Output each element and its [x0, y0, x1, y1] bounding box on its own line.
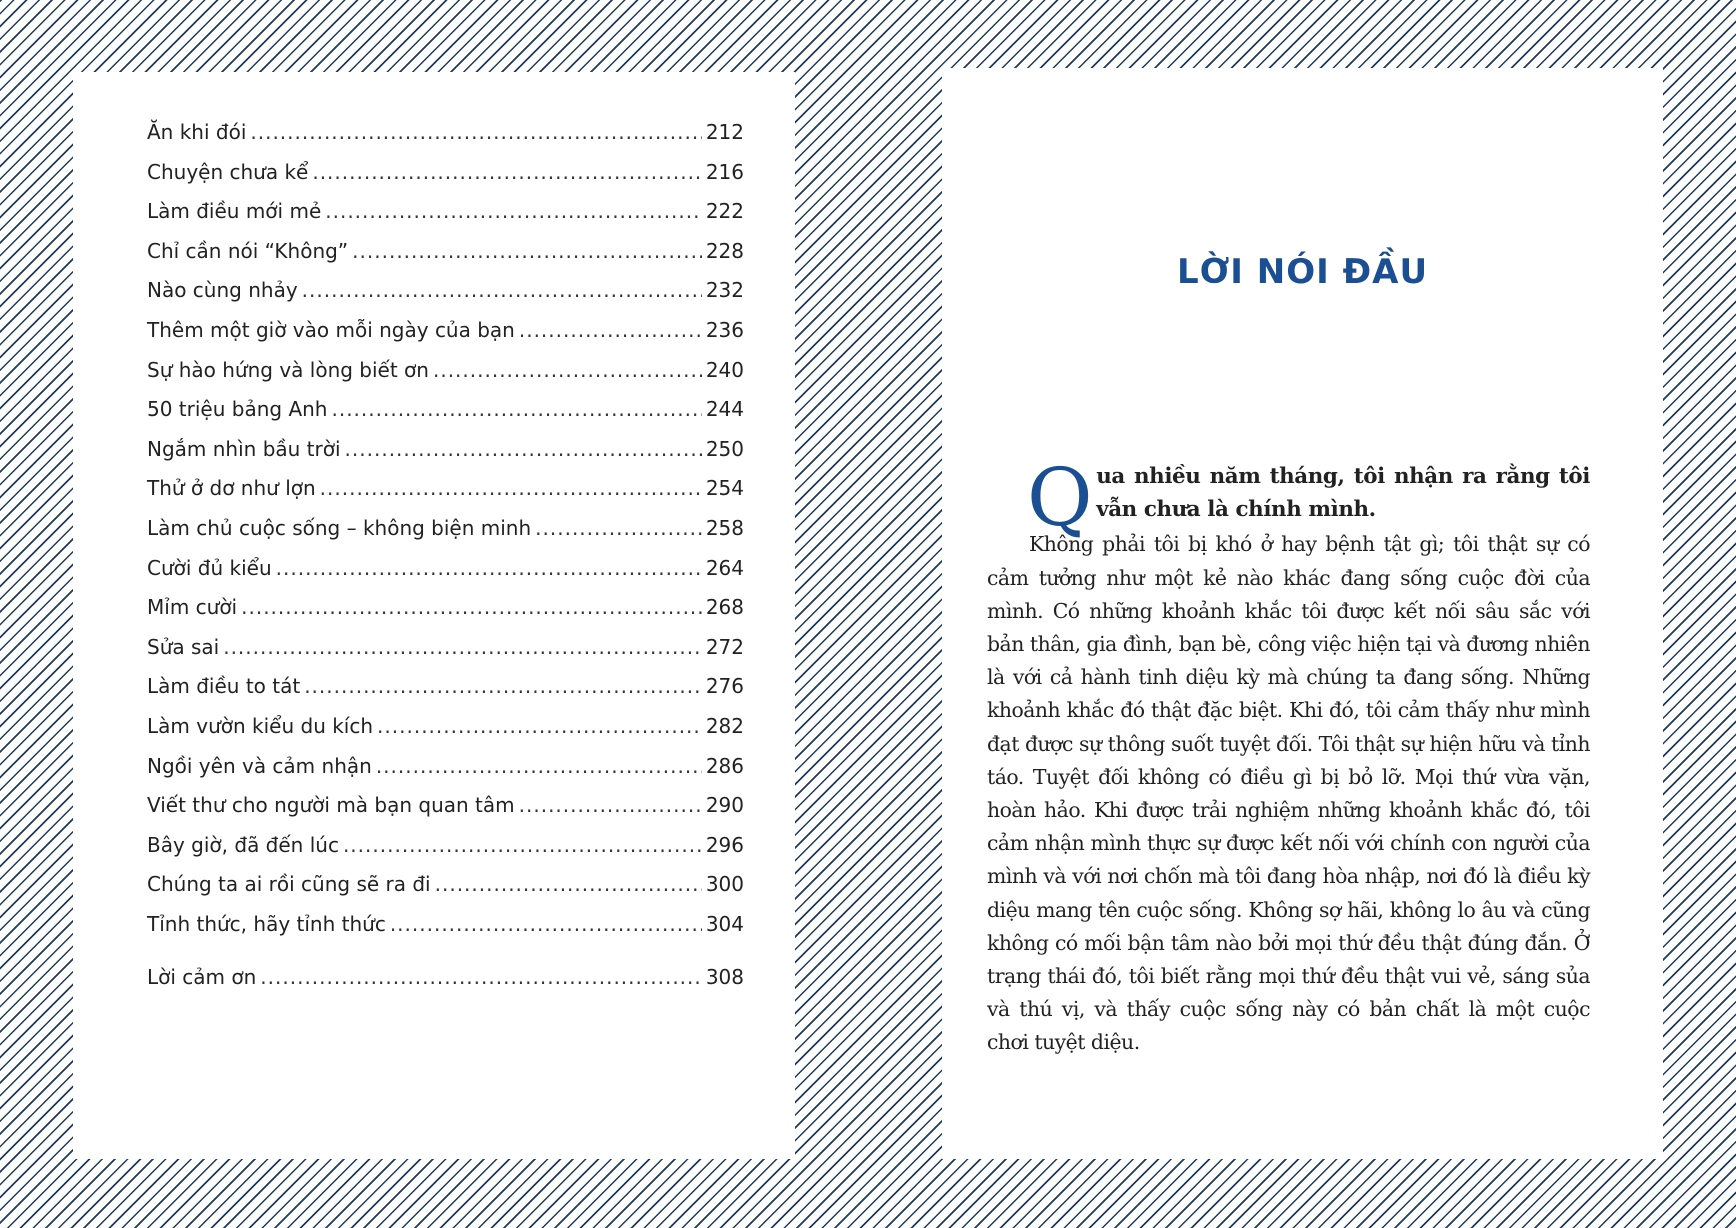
toc-entry-title: Ngắm nhìn bầu trời — [147, 436, 341, 461]
toc-leader-dots — [343, 833, 702, 857]
toc-entry — [147, 872, 744, 912]
toc-leader-dots — [320, 476, 702, 500]
toc-page-number: 236 — [705, 317, 744, 342]
lead-text: ua nhiều năm tháng, tôi nhận ra rằng tôi vẫn chưa là chính mình. — [1096, 464, 1590, 523]
toc-entry — [147, 397, 744, 437]
toc-page-number: 250 — [705, 436, 744, 461]
toc-page-number: 300 — [705, 872, 744, 897]
toc-entry — [147, 793, 744, 833]
body-paragraph: Không phải tôi bị khó ở hay bệnh tật gì; tôi thật sự có cảm tưởng như một kẻ nào khác đang sống cuộc đời của mình. Có những khoảnh khắc tôi được kết nối sâu sắc với bản thân, gia đình, bạn bè, công việc hiện tại và đương nhiên là với cả hành tinh diệu kỳ mà chúng ta đang sống. Những khoảnh khắc đó thật đặc biệt. Khi đó, tôi cảm thấy như mình đạt được sự thông suốt tuyệt đối. Tôi thật sự hiện hữu và tỉnh táo. Tuyệt đối không có điều gì bị bỏ lỡ. Mọi thứ vừa vặn, hoàn hảo. Khi được trải nghiệm những khoảnh khắc đó, tôi cảm nhận mình thực sự được kết nối với chính con người của mình và với nơi chốn mà tôi đang hòa nhập, nơi đó là điều kỳ diệu mang tên cuộc sống. Không sợ hãi, không lo âu và cũng không có mối bận tâm nào bởi mọi thứ đều thật đúng đắn. Ở trạng thái đó, tôi biết rằng mọi thứ đều thật vui vẻ, sáng sủa và thú vị, và thấy cuộc sống này có bản chất là một cuộc chơi tuyệt diệu. — [987, 532, 1590, 1055]
toc-entry-title: Làm điều mới mẻ — [147, 199, 322, 224]
toc-leader-dots — [276, 556, 702, 580]
toc-leader-dots — [331, 397, 701, 421]
toc-leader-dots — [390, 912, 702, 936]
right-page — [942, 68, 1663, 1159]
toc-leader-dots — [241, 595, 702, 619]
toc-entry-title: Chuyện chưa kể — [147, 159, 309, 184]
toc-page-number: 228 — [705, 238, 744, 263]
toc-entry — [147, 358, 744, 398]
toc-entry-title: Bây giờ, đã đến lúc — [147, 832, 339, 857]
toc-leader-dots — [250, 120, 701, 144]
toc-entry — [147, 199, 744, 239]
toc-entry-title: Viết thư cho người mà bạn quan tâm — [147, 793, 515, 818]
table-of-contents — [147, 120, 744, 1005]
toc-entry — [147, 912, 744, 952]
toc-leader-dots — [433, 358, 702, 382]
toc-entry — [147, 476, 744, 516]
toc-page-number: 282 — [705, 713, 744, 738]
preface-body — [987, 451, 1590, 1060]
toc-page-number: 222 — [705, 199, 744, 224]
toc-entry — [147, 239, 744, 279]
toc-entry-title: Lời cảm ơn — [147, 965, 257, 990]
toc-leader-dots — [435, 872, 702, 896]
toc-leader-dots — [377, 714, 702, 738]
toc-entry-title: Chỉ cần nói “Không” — [147, 238, 349, 263]
toc-leader-dots — [519, 318, 702, 342]
left-page — [73, 72, 795, 1159]
toc-leader-dots — [223, 635, 702, 659]
toc-page-number: 290 — [705, 793, 744, 818]
toc-entry-title: Tỉnh thức, hãy tỉnh thức — [147, 911, 386, 936]
toc-entry-title: Thêm một giờ vào mỗi ngày của bạn — [147, 317, 515, 342]
toc-entry — [147, 674, 744, 714]
toc-page-number: 276 — [705, 674, 744, 699]
toc-leader-dots — [312, 160, 701, 184]
toc-entry-title: Làm vườn kiểu du kích — [147, 713, 374, 738]
toc-leader-dots — [519, 793, 702, 817]
toc-entry — [147, 437, 744, 477]
toc-entry — [147, 965, 744, 1005]
toc-page-number: 216 — [705, 159, 744, 184]
toc-page-number: 258 — [705, 515, 744, 540]
toc-page-number: 268 — [705, 595, 744, 620]
toc-entry — [147, 516, 744, 556]
toc-entry-title: Làm chủ cuộc sống – không biện minh — [147, 515, 532, 540]
toc-entry — [147, 556, 744, 596]
toc-entry — [147, 160, 744, 200]
toc-leader-dots — [535, 516, 702, 540]
toc-entry — [147, 318, 744, 358]
toc-entry-title: Mỉm cười — [147, 595, 238, 620]
toc-leader-dots — [302, 278, 702, 302]
toc-page-number: 304 — [705, 911, 744, 936]
toc-entry-title: Chúng ta ai rồi cũng sẽ ra đi — [147, 872, 431, 897]
toc-leader-dots — [260, 965, 702, 989]
chapter-heading: LỜI NÓI ĐẦU — [1176, 252, 1429, 292]
toc-entry-title: Sự hào hứng và lòng biết ơn — [147, 357, 429, 382]
toc-entry — [147, 278, 744, 318]
toc-entry-title: Ngồi yên và cảm nhận — [147, 753, 372, 778]
toc-page-number: 212 — [705, 120, 744, 144]
drop-cap: Q — [1027, 451, 1093, 544]
toc-page-number: 264 — [705, 555, 744, 580]
toc-entry-title: Cười đủ kiểu — [147, 555, 272, 580]
toc-leader-dots — [325, 199, 702, 223]
toc-entry-title: Ăn khi đói — [147, 120, 247, 144]
toc-entry-title: Làm điều to tát — [147, 674, 301, 699]
toc-leader-dots — [304, 674, 702, 698]
toc-entry — [147, 754, 744, 794]
toc-entry — [147, 120, 744, 160]
toc-entry — [147, 833, 744, 873]
toc-page-number: 240 — [705, 357, 744, 382]
toc-entry — [147, 635, 744, 675]
toc-entry-title: Sửa sai — [147, 634, 220, 659]
toc-page-number: 254 — [705, 476, 744, 501]
toc-leader-dots — [345, 437, 702, 461]
toc-entry — [147, 595, 744, 635]
toc-page-number: 272 — [705, 634, 744, 659]
lead-paragraph — [987, 451, 1590, 544]
toc-page-number: 308 — [705, 965, 744, 990]
toc-page-number: 244 — [705, 397, 744, 422]
toc-page-number: 286 — [705, 753, 744, 778]
toc-leader-dots — [376, 754, 702, 778]
toc-page-number: 296 — [705, 832, 744, 857]
toc-entry-title: Thử ở dơ như lợn — [147, 476, 316, 501]
toc-entry — [147, 714, 744, 754]
toc-entry-title: 50 triệu bảng Anh — [147, 397, 328, 422]
toc-entry-title: Nào cùng nhảy — [147, 278, 298, 303]
toc-leader-dots — [352, 239, 702, 263]
toc-page-number: 232 — [705, 278, 744, 303]
